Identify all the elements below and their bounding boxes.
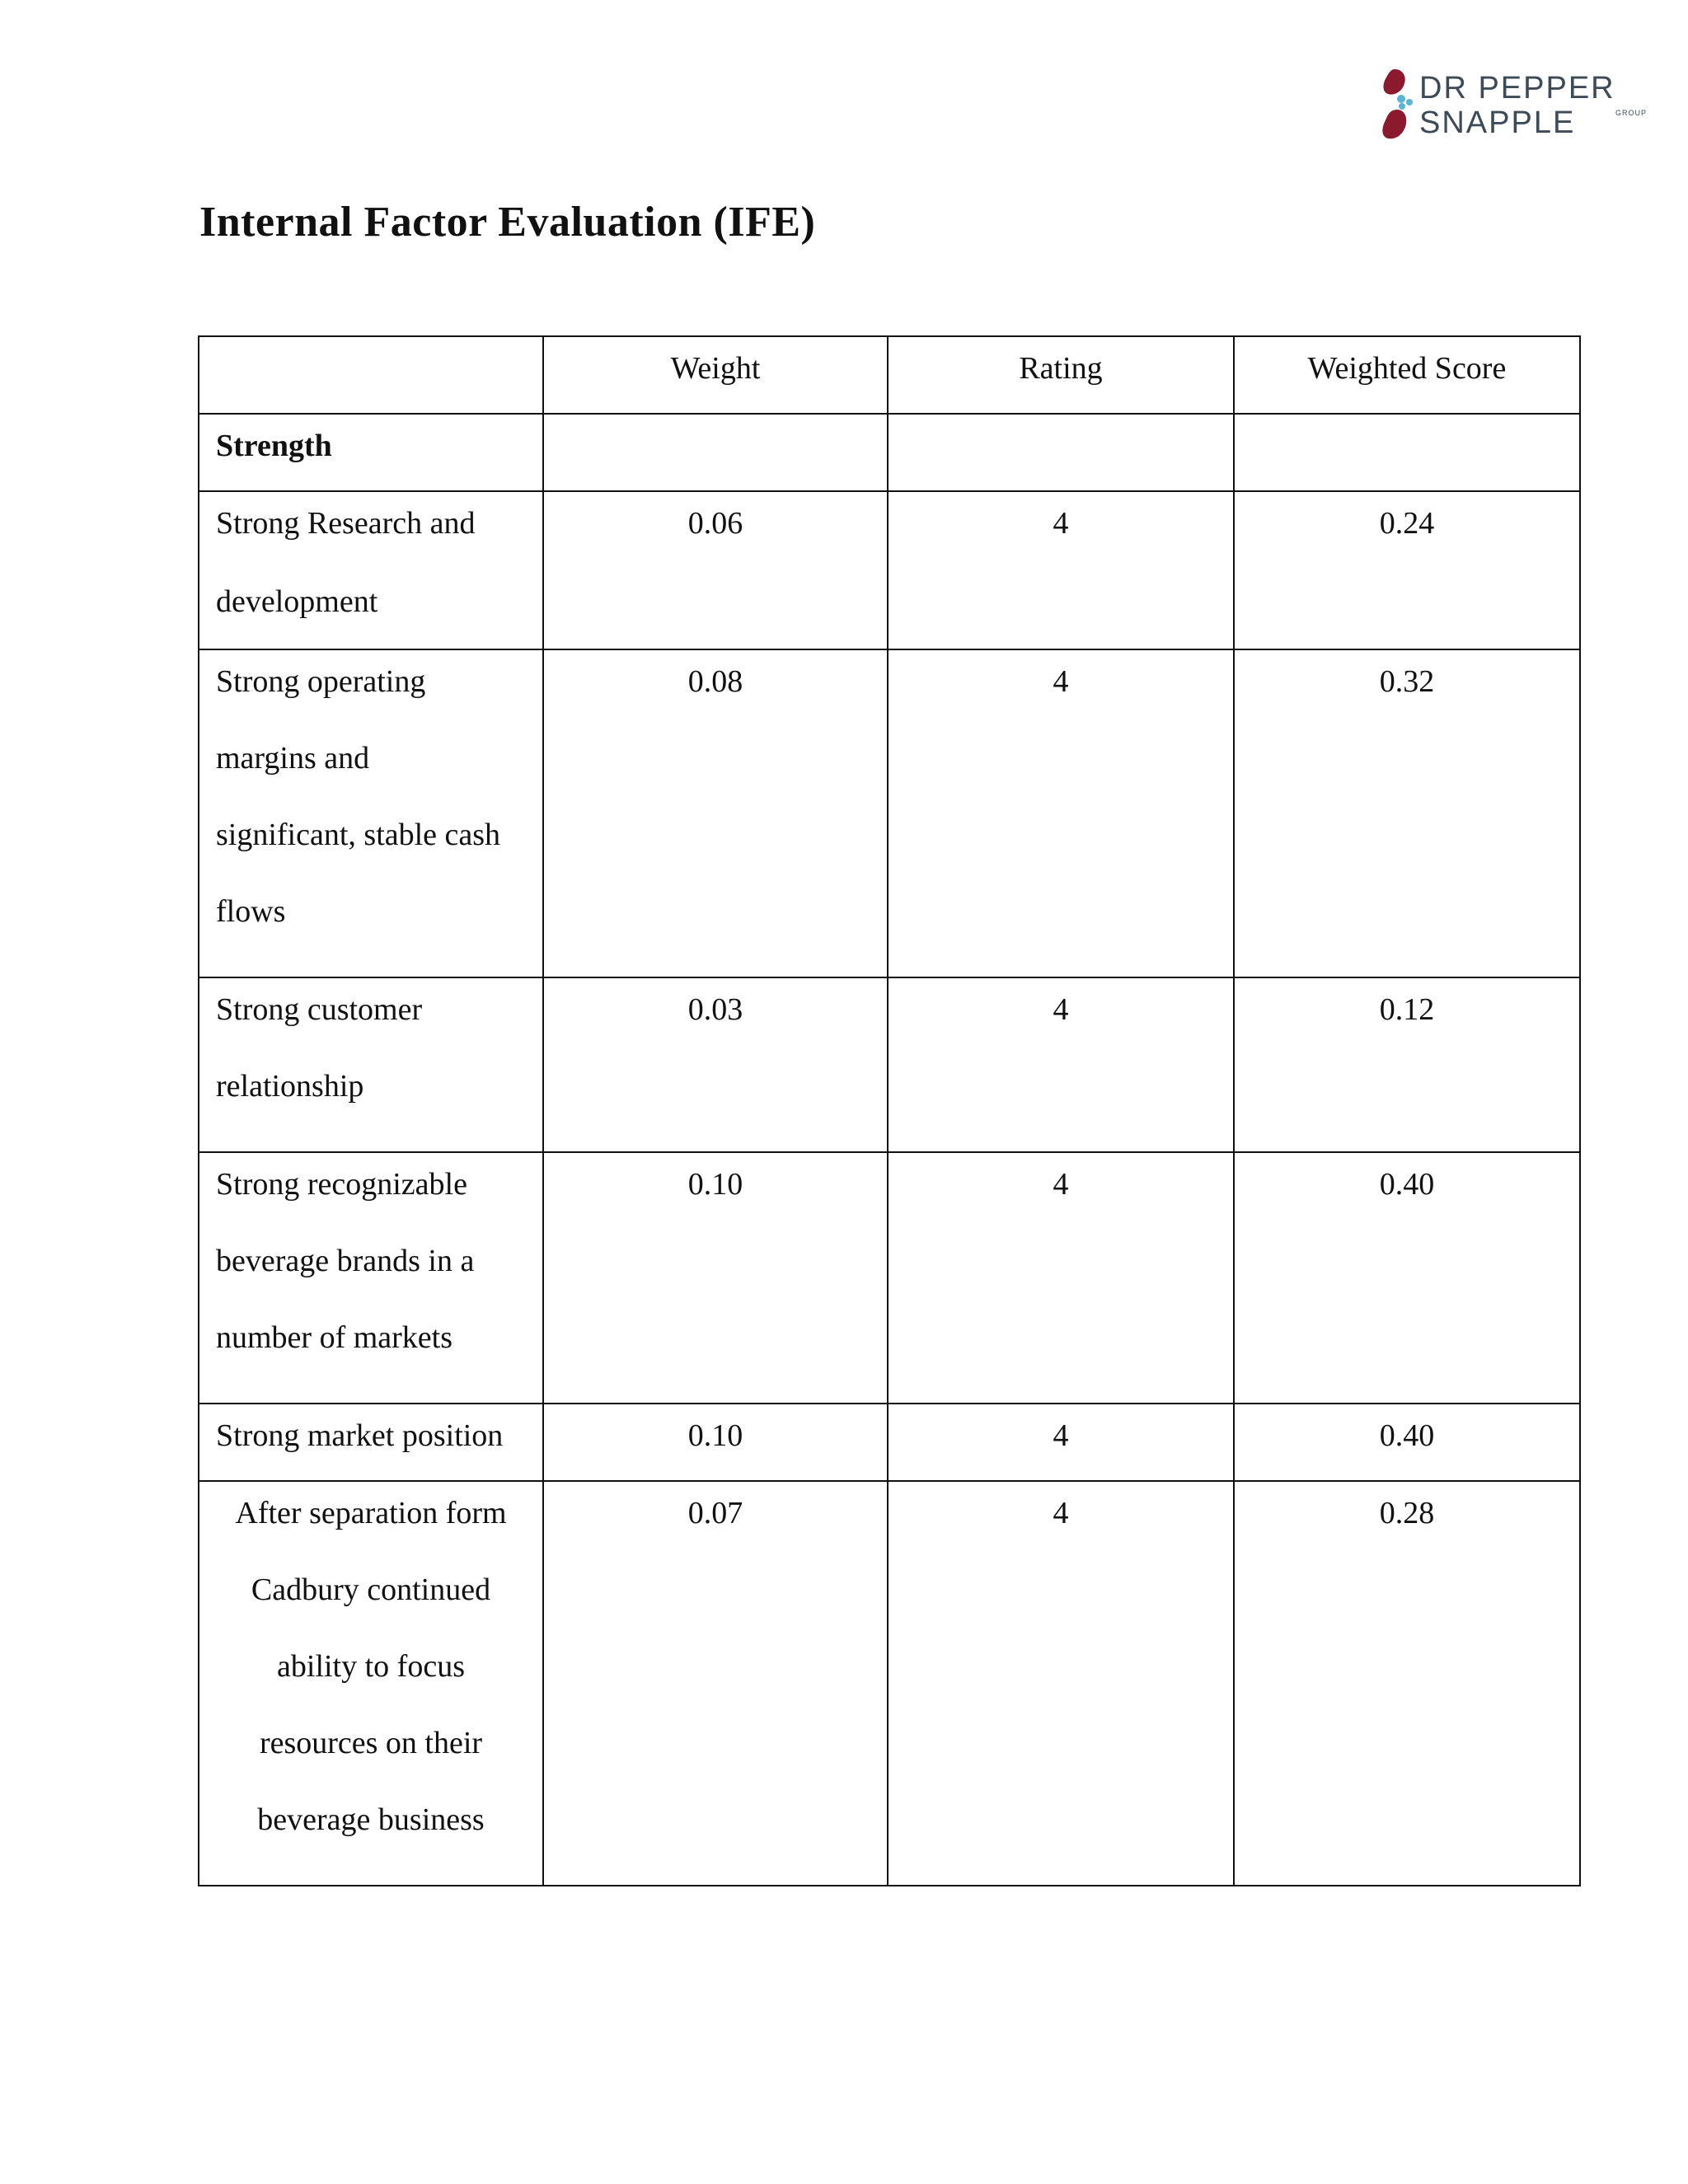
weight-cell: 0.10	[543, 1404, 888, 1481]
factor-line: Strong market position	[216, 1418, 504, 1453]
header-weight: Weight	[543, 336, 888, 414]
logo-wordmark	[1419, 71, 1615, 140]
rating-cell: 4	[888, 649, 1234, 977]
factor-line: significant, stable cash	[216, 818, 501, 852]
table-row	[199, 491, 1580, 649]
ife-table	[198, 335, 1581, 1886]
factor-line: margins and	[216, 741, 370, 776]
table-row	[199, 977, 1580, 1152]
section-label-strength: Strength	[199, 414, 543, 491]
dr-pepper-snapple-logo-mark	[1376, 68, 1418, 142]
header-weighted-score: Weighted Score	[1234, 336, 1580, 414]
score-cell: 0.28	[1234, 1481, 1580, 1886]
header-rating: Rating	[888, 336, 1234, 414]
rating-cell: 4	[888, 1481, 1234, 1886]
factor-cell	[199, 977, 543, 1152]
score-cell: 0.12	[1234, 977, 1580, 1152]
table-row	[199, 1152, 1580, 1404]
table-row	[199, 649, 1580, 977]
empty-cell	[543, 414, 888, 491]
factor-line: Cadbury continued	[251, 1572, 491, 1607]
factor-line: development	[216, 584, 378, 619]
factor-line: resources on their	[259, 1726, 483, 1760]
logo-group-label: GROUP	[1615, 109, 1648, 117]
score-cell: 0.24	[1234, 491, 1580, 649]
factor-line: beverage business	[257, 1802, 485, 1837]
factor-cell	[199, 1404, 543, 1481]
section-row	[199, 414, 1580, 491]
factor-cell	[199, 649, 543, 977]
logo-line-2: SNAPPLE	[1419, 105, 1576, 140]
score-cell: 0.40	[1234, 1404, 1580, 1481]
factor-line: Strong recognizable	[216, 1167, 467, 1202]
factor-line: flows	[216, 894, 286, 929]
factor-line: Strong customer	[216, 992, 423, 1027]
header-row	[199, 336, 1580, 414]
factor-line: Strong operating	[216, 664, 426, 699]
factor-line: Strong Research and	[216, 506, 476, 541]
score-cell: 0.40	[1234, 1152, 1580, 1404]
factor-line: beverage brands in a	[216, 1244, 475, 1278]
empty-cell	[888, 414, 1234, 491]
logo-line-1: DR PEPPER	[1419, 71, 1615, 105]
factor-line: ability to focus	[277, 1649, 465, 1684]
weight-cell: 0.03	[543, 977, 888, 1152]
rating-cell: 4	[888, 1404, 1234, 1481]
company-logo	[1376, 68, 1657, 150]
factor-cell	[199, 1481, 543, 1886]
rating-cell: 4	[888, 1152, 1234, 1404]
factor-cell	[199, 1152, 543, 1404]
weight-cell: 0.10	[543, 1152, 888, 1404]
factor-line: relationship	[216, 1069, 364, 1104]
factor-line: After separation form	[235, 1496, 507, 1530]
factor-line: number of markets	[216, 1320, 453, 1355]
rating-cell: 4	[888, 491, 1234, 649]
page-title: Internal Factor Evaluation (IFE)	[199, 199, 816, 246]
table-row	[199, 1481, 1580, 1886]
weight-cell: 0.07	[543, 1481, 888, 1886]
weight-cell: 0.06	[543, 491, 888, 649]
header-factor-cell	[199, 336, 543, 414]
weight-cell: 0.08	[543, 649, 888, 977]
rating-cell: 4	[888, 977, 1234, 1152]
factor-cell	[199, 491, 543, 649]
table-row	[199, 1404, 1580, 1481]
score-cell: 0.32	[1234, 649, 1580, 977]
empty-cell	[1234, 414, 1580, 491]
